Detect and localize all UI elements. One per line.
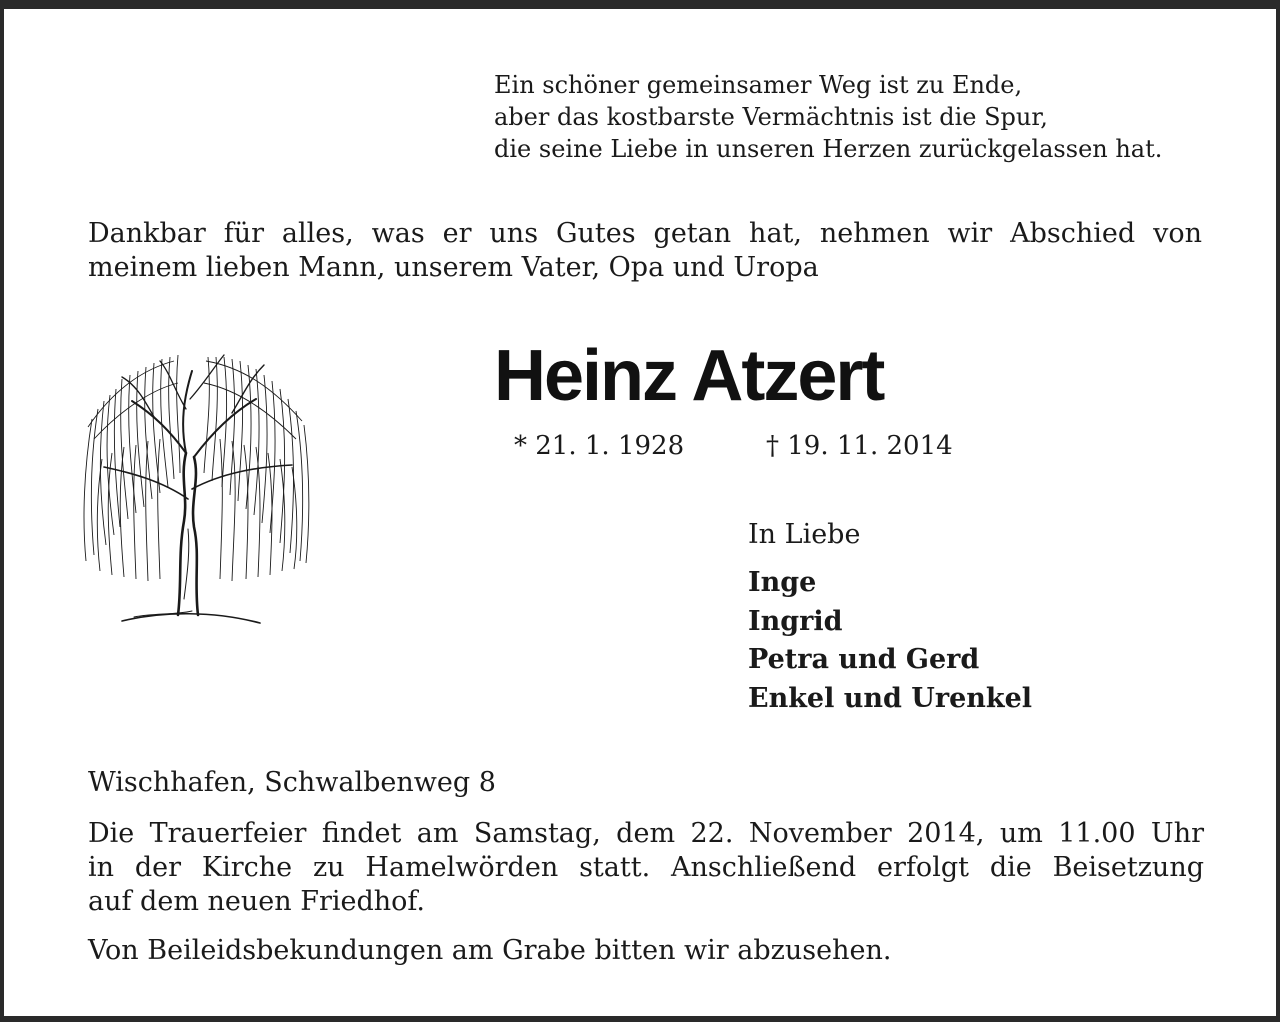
memorial-quote [494,69,1162,165]
farewell-intro [88,217,1202,285]
quote-line: aber das kostbarste Vermächtnis ist die Spur, [494,103,1048,131]
in-love-label: In Liebe [748,519,861,550]
funeral-line: auf dem neuen Friedhof. [88,886,426,917]
mourner-name: Petra und Gerd [748,644,980,675]
birth-date: * 21. 1. 1928 [514,431,685,461]
mourner-name: Inge [748,567,817,598]
quote-line: die seine Liebe in unseren Herzen zurückgelassen hat. [494,135,1163,163]
funeral-line: in der Kirche zu Hamelwörden statt. Anschließend erfolgt die Beisetzung [88,852,1204,883]
intro-line: Dankbar für alles, was er uns Gutes getan hat, nehmen wir Abschied von [88,218,1202,249]
weeping-willow-illustration [74,349,319,634]
funeral-line: Die Trauerfeier findet am Samstag, dem 22. November 2014, um 11.00 Uhr [88,818,1204,849]
funeral-details [88,817,1204,919]
mourner-name: Enkel und Urenkel [748,682,1033,714]
intro-line: meinem lieben Mann, unserem Vater, Opa und Uropa [88,252,819,283]
deceased-name: Heinz Atzert [494,336,884,416]
mourner-name: Ingrid [748,605,843,637]
quote-line: Ein schöner gemeinsamer Weg ist zu Ende, [494,71,1023,99]
death-date: † 19. 11. 2014 [766,431,953,461]
mourner-list [748,564,1032,718]
family-address: Wischhafen, Schwalbenweg 8 [88,767,496,798]
condolences-note: Von Beileidsbekundungen am Grabe bitten wir abzusehen. [88,935,892,966]
